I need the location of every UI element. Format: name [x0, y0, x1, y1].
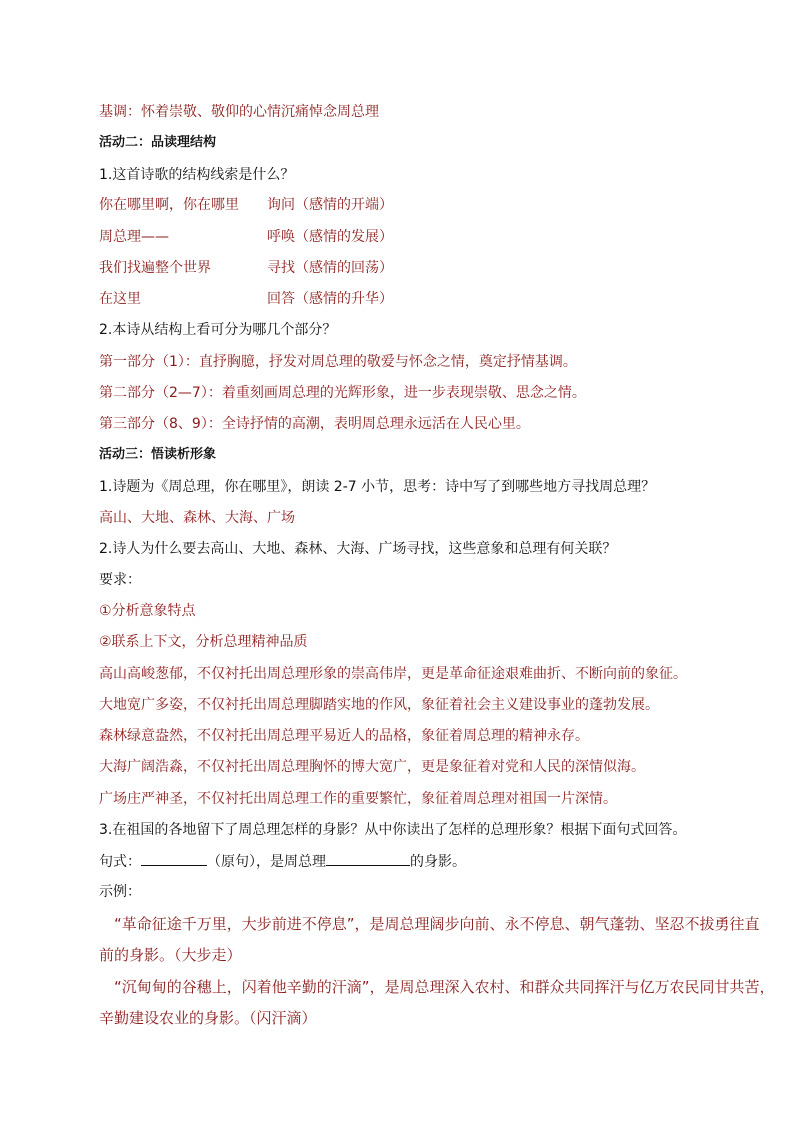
- pattern-end: 的身影。: [410, 854, 466, 870]
- imagery-answer: 大海广阔浩淼，不仅衬托出周总理胸怀的博大宽广，更是象征着对党和人民的深情似海。: [99, 759, 645, 775]
- structure-row: [99, 289, 393, 309]
- pattern-label: 句式：: [99, 854, 141, 870]
- tone-line: 基调：怀着崇敬、敬仰的心情沉痛悼念周总理: [99, 104, 379, 120]
- answer-blank: [141, 851, 207, 866]
- imagery-answer: 广场庄严神圣，不仅衬托出周总理工作的重要繁忙，象征着周总理对祖国一片深情。: [99, 791, 617, 807]
- activity3-question-2: 2.诗人为什么要去高山、大地、森林、大海、广场寻找，这些意象和总理有何关联？: [99, 541, 617, 557]
- structure-row: [99, 227, 393, 247]
- example-label: 示例：: [99, 884, 141, 900]
- pattern-middle: （原句），是周总理: [207, 854, 326, 870]
- part-line: 第三部分（8、9）：全诗抒情的高潮，表明周总理永远活在人民心里。: [99, 416, 530, 432]
- structure-left: 你在哪里啊，你在哪里: [99, 197, 239, 213]
- requirement-item: ②联系上下文，分析总理精神品质: [99, 634, 308, 650]
- imagery-answer: 森林绿意盎然，不仅衬托出周总理平易近人的品格，象征着周总理的精神永存。: [99, 728, 589, 744]
- part-line: 第一部分（1）：直抒胸臆，抒发对周总理的敬爱与怀念之情，奠定抒情基调。: [99, 354, 577, 370]
- activity2-question-2: 2.本诗从结构上看可分为哪几个部分？: [99, 322, 337, 338]
- part-line: 第二部分（2—7）：着重刻画周总理的光辉形象，进一步表现崇敬、思念之情。: [99, 385, 586, 401]
- example-2-line-1: “沉甸甸的谷穗上，闪着他辛勤的汗滴”，是周总理深入农村、和群众共同挥汗与亿万农民同甘共苦，: [114, 978, 775, 996]
- sentence-pattern: [99, 851, 466, 872]
- imagery-answer: 高山高峻葱郁，不仅衬托出周总理形象的崇高伟岸，更是革命征途艰难曲折、不断向前的象征。: [99, 666, 687, 682]
- answer-blank: [326, 851, 410, 866]
- structure-right: 回答（感情的升华）: [267, 291, 393, 307]
- structure-left: 周总理——: [99, 229, 169, 245]
- example-1-line-2: 前的身影。（大步走）: [99, 946, 242, 964]
- structure-row: [99, 258, 393, 278]
- imagery-answer: 大地宽广多姿，不仅衬托出周总理脚踏实地的作风，象征着社会主义建设事业的蓬勃发展。: [99, 697, 659, 713]
- structure-right: 寻找（感情的回荡）: [267, 260, 393, 276]
- structure-right: 询问（感情的开端）: [267, 197, 393, 213]
- activity2-heading: 活动二：品读理结构: [99, 135, 217, 150]
- activity3-heading: 活动三：悟读析形象: [99, 447, 217, 462]
- structure-left: 在这里: [99, 291, 141, 307]
- activity3-answer-1: 高山、大地、森林、大海、广场: [99, 510, 295, 526]
- structure-right: 呼唤（感情的发展）: [267, 229, 393, 245]
- structure-row: [99, 195, 393, 215]
- activity3-question-1: 1.诗题为《周总理，你在哪里》，朗读 2-7 小节，思考：诗中写了到哪些地方寻找周总理？: [99, 479, 656, 495]
- activity2-question-1: 1.这首诗歌的结构线索是什么？: [99, 167, 295, 183]
- activity3-question-3: 3.在祖国的各地留下了周总理怎样的身影？从中你读出了怎样的总理形象？根据下面句式回答。: [99, 822, 687, 838]
- structure-left: 我们找遍整个世界: [99, 260, 211, 276]
- requirement-label: 要求：: [99, 572, 141, 588]
- requirement-item: ①分析意象特点: [99, 603, 196, 619]
- example-1-line-1: “革命征途千万里，大步前进不停息”，是周总理阔步向前、永不停息、朝气蓬勃、坚忍不拔勇往直: [114, 915, 760, 933]
- example-2-line-2: 辛勤建设农业的身影。（闪汗滴）: [99, 1009, 317, 1027]
